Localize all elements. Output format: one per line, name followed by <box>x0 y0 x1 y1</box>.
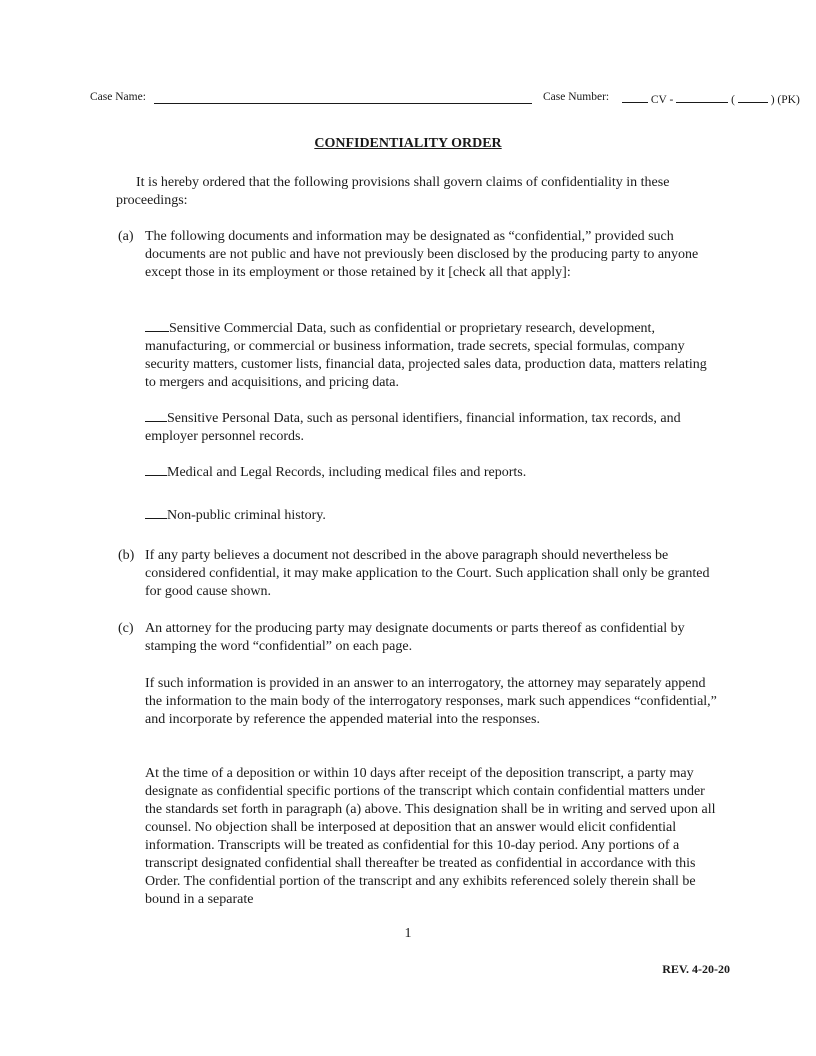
item-a-marker: (a) <box>118 229 134 244</box>
item-b-marker: (b) <box>118 548 135 563</box>
case-name-blank <box>154 103 532 104</box>
check-blank-commercial <box>145 318 169 332</box>
item-c <box>118 620 718 656</box>
check-blank-personal <box>145 408 167 422</box>
case-number-field <box>622 91 800 106</box>
paren-open: ( <box>731 94 735 106</box>
item-b-text: If any party believes a document not described in the above paragraph should nevertheless be considered confidential, it may make application to the Court. Such application shall only be granted for good cause shown. <box>145 548 710 599</box>
item-b <box>118 547 718 601</box>
case-number-label: Case Number: <box>543 91 610 103</box>
checkbox-medical <box>145 462 720 482</box>
checkbox-criminal-label: Non-public criminal history. <box>167 508 326 523</box>
check-blank-medical <box>145 462 167 476</box>
checkbox-personal-label: Sensitive Personal Data, such as personal identifiers, financial information, tax records, and employer personnel records. <box>145 411 681 444</box>
checkbox-personal <box>145 408 720 446</box>
case-name-label: Case Name: <box>90 91 146 103</box>
page-title: CONFIDENTIALITY ORDER <box>314 136 502 151</box>
cv-text: CV - <box>650 94 674 106</box>
checkbox-medical-label: Medical and Legal Records, including medical files and reports. <box>167 465 527 480</box>
revision-label: REV. 4-20-20 <box>662 962 730 976</box>
item-c-marker: (c) <box>118 621 134 636</box>
case-number-blank-3 <box>738 91 768 103</box>
checkbox-commercial <box>145 318 720 392</box>
checkbox-criminal <box>145 505 720 525</box>
interrogatory-paragraph: If such information is provided in an answer to an interrogatory, the attorney may separately append the information to the main body of the interrogatory responses, mark such appendices “confidential,” and incorporate by reference the appended material into the responses. <box>145 676 717 727</box>
check-blank-criminal <box>145 505 167 519</box>
item-c-text: An attorney for the producing party may designate documents or parts thereof as confidential by stamping the word “confidential” on each page. <box>145 621 685 654</box>
intro-paragraph: It is hereby ordered that the following provisions shall govern claims of confidentiality in these proceedings: <box>116 175 670 208</box>
item-a <box>118 228 718 282</box>
case-number-blank-2 <box>676 91 728 103</box>
page-number: 1 <box>404 926 412 941</box>
case-number-blank-1 <box>622 91 648 103</box>
paren-close: ) (PK) <box>770 94 800 106</box>
item-a-text: The following documents and information may be designated as “confidential,” provided such documents are not public and have not previously been disclosed by the producing party to anyone except those in its employment or those retained by it [check all that apply]: <box>145 229 699 280</box>
checkbox-commercial-label: Sensitive Commercial Data, such as confidential or proprietary research, development, manufacturing, or commercial or business information, trade secrets, special formulas, company security matters, customer lists, financial data, projected sales data, production data, matters relating to mergers and acquisitions, and pricing data. <box>145 321 707 390</box>
deposition-paragraph: At the time of a deposition or within 10 days after receipt of the deposition transcript, a party may designate as confidential specific portions of the transcript which contain confidential matters under the standards set forth in paragraph (a) above. This designation shall be in writing and served upon all counsel. No objection shall be interposed at deposition that an answer would elicit confidential information. Transcripts will be treated as confidential for this 10-day period. Any portions of a transcript designated confidential shall thereafter be treated as confidential in accordance with this Order. The confidential portion of the transcript and any exhibits referenced solely therein shall be bound in a separate <box>145 766 716 907</box>
